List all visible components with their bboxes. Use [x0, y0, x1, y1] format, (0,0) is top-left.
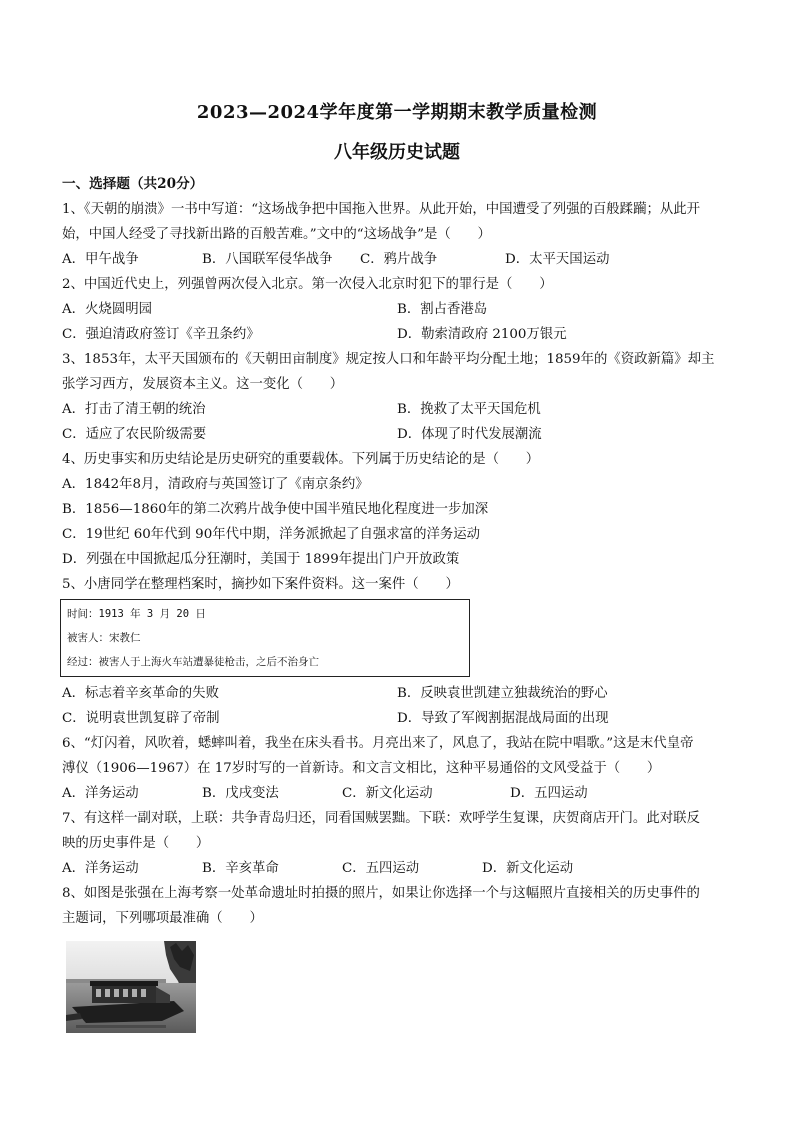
case-details: 经过：被害人于上海火车站遭暴徒枪击，之后不治身亡	[67, 656, 319, 668]
question-1	[62, 197, 732, 272]
question-8	[62, 881, 732, 1033]
option-b: B．1856—1860年的第二次鸦片战争使中国半殖民地化程度进一步加深	[62, 502, 489, 517]
option-a: A．甲午战争	[62, 252, 139, 267]
option-c: C．强迫清政府签订《辛丑条约》	[62, 327, 260, 342]
option-b: B．八国联军侵华战争	[202, 252, 333, 267]
question-7	[62, 806, 732, 881]
option-c: C．19世纪 60年代到 90年代中期，洋务派掀起了自强求富的洋务运动	[62, 527, 481, 542]
section-heading: 一、选择题（共20分）	[62, 176, 204, 192]
option-b: B．辛亥革命	[202, 861, 279, 876]
option-row	[62, 422, 732, 447]
photo-image	[66, 941, 196, 1033]
question-line: 2、中国近代史上，列强曾两次侵入北京。第一次侵入北京时犯下的罪行是（ ）	[62, 277, 553, 292]
exam-content	[62, 172, 732, 1033]
option-row	[62, 297, 732, 322]
option-row	[62, 322, 732, 347]
option-b: B．反映袁世凯建立独裁统治的野心	[397, 686, 608, 701]
question-3	[62, 347, 732, 447]
option-row	[62, 247, 732, 272]
question-line: 溥仪（1906—1967）在 17岁时写的一首新诗。和文言文相比，这种平易通俗的文风受益于（ ）	[62, 761, 661, 776]
option-d: D．体现了时代发展潮流	[397, 427, 542, 442]
option-row	[62, 681, 732, 706]
question-4	[62, 447, 732, 572]
option-c: C．鸦片战争	[360, 252, 438, 267]
case-record-box	[60, 599, 470, 677]
option-b: B．戊戌变法	[202, 786, 279, 801]
option-b: B．割占香港岛	[397, 302, 488, 317]
question-line: 主题词，下列哪项最准确（ ）	[62, 911, 263, 926]
option-c: C．适应了农民阶级需要	[62, 427, 207, 442]
question-6	[62, 731, 732, 806]
option-c: C．新文化运动	[342, 786, 433, 801]
red-boat-photo	[66, 941, 196, 1033]
question-line: 张学习西方，发展资本主义。这一变化（ ）	[62, 377, 344, 392]
option-row	[62, 397, 732, 422]
question-2	[62, 272, 732, 347]
option-a: A．打击了清王朝的统治	[62, 402, 206, 417]
question-line: 3、1853年，太平天国颁布的《天朝田亩制度》规定按人口和年龄平均分配土地；1859年的《资政新篇》却主	[62, 352, 715, 367]
option-a: A．洋务运动	[62, 861, 139, 876]
case-time: 时间：1913 年 3 月 20 日	[67, 608, 206, 620]
option-d: D．五四运动	[510, 786, 588, 801]
option-d: D．新文化运动	[482, 861, 574, 876]
option-d: D．勒索清政府 2100万银元	[397, 327, 567, 342]
exam-title: 2023—2024学年度第一学期期末教学质量检测	[196, 102, 598, 123]
option-c: C．五四运动	[342, 861, 420, 876]
option-a: A．洋务运动	[62, 786, 139, 801]
question-line: 8、如图是张强在上海考察一处革命遗址时拍摄的照片，如果让你选择一个与这幅照片直接相关的历史事件的	[62, 886, 700, 901]
option-a: A．火烧圆明园	[62, 302, 153, 317]
option-d: D．太平天国运动	[505, 252, 610, 267]
option-a: A．1842年8月，清政府与英国签订了《南京条约》	[62, 477, 369, 492]
exam-subtitle: 八年级历史试题	[334, 142, 460, 163]
question-line: 映的历史事件是（ ）	[62, 836, 210, 851]
option-row	[62, 856, 732, 881]
option-row	[62, 706, 732, 731]
option-row	[62, 781, 732, 806]
question-line: 1、《天朝的崩溃》一书中写道：“这场战争把中国拖入世界。从此开始，中国遭受了列强的百般蹂躏；从此开	[62, 202, 701, 217]
case-victim: 被害人：宋教仁	[67, 632, 141, 644]
option-a: A．标志着辛亥革命的失败	[62, 686, 219, 701]
question-line: 7、有这样一副对联，上联：共争青岛归还，同看国贼罢黜。下联：欢呼学生复课，庆贺商店开门。此对联反	[62, 811, 700, 826]
option-b: B．挽救了太平天国危机	[397, 402, 541, 417]
question-line: 5、小唐同学在整理档案时，摘抄如下案件资料。这一案件（ ）	[62, 577, 459, 592]
question-line: 始，中国人经受了寻找新出路的百般苦难。”文中的“这场战争”是（ ）	[62, 227, 491, 242]
question-5	[62, 572, 732, 731]
question-line: 6、“灯闪着，风吹着，蟋蟀叫着，我坐在床头看书。月亮出来了，风息了，我站在院中唱歌。”这是末代皇帝	[62, 736, 694, 751]
option-c: C．说明袁世凯复辟了帝制	[62, 711, 220, 726]
question-line: 4、历史事实和历史结论是历史研究的重要载体。下列属于历史结论的是（ ）	[62, 452, 540, 467]
option-d: D．列强在中国掀起瓜分狂潮时，美国于 1899年提出门户开放政策	[62, 552, 460, 567]
option-d: D．导致了军阀割据混战局面的出现	[397, 711, 609, 726]
